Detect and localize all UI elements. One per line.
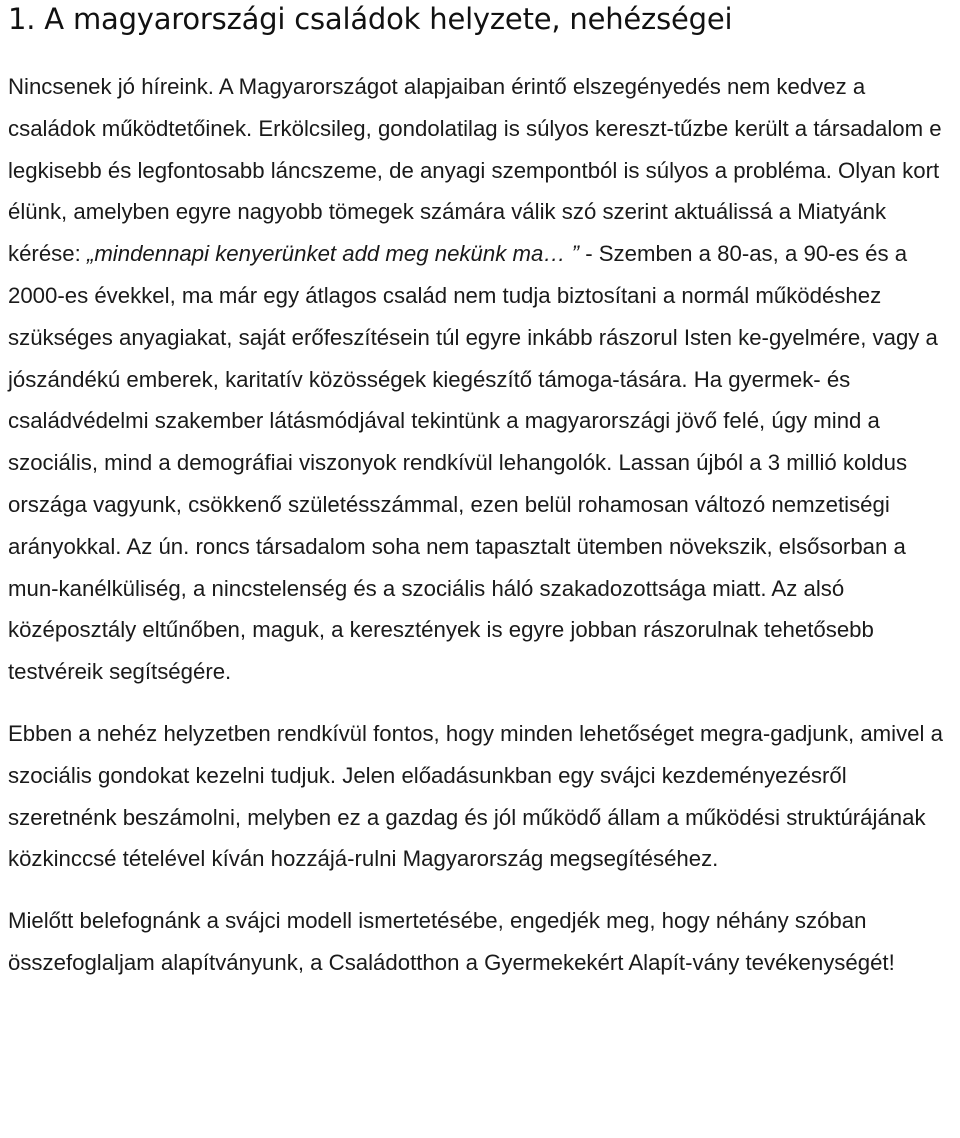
paragraph-foundation: Mielőtt belefognánk a svájci modell ismertetésébe, engedjék meg, hogy néhány szóban összefoglaljam alapítványunk, a Családotthon a Gyermekekért Alapít-vány tevékenységét! (8, 908, 895, 975)
paragraph-intro-text-2: - Szemben a 80-as, a 90-es és a 2000-es évekkel, ma már egy átlagos család nem tudja biztosítani a normál működéshez szükséges anyagiakat, saját erőfeszítésein túl egyre inkább rászorul Isten ke-gyelmére, vagy a jószándékú emberek, karitatív közösségek kiegészítő támoga-tására. Ha gyermek- és családvédelmi szakember látásmódjával tekintünk a magyarországi jövő felé, úgy mind a szociális, mind a demográfiai viszonyok rendkívül lehangolók. Lassan újból a 3 millió koldus országa vagyunk, csökkenő születésszámmal, ezen belül rohamosan változó nemzetiségi arányokkal. Az ún. roncs társadalom soha nem tapasztalt ütemben növekszik, elsősorban a mun-kanélküliség, a nincstelenség és a szociális háló szakadozottsága miatt. Az alsó középosztály eltűnőben, maguk, a keresztények is egyre jobban rászorulnak tehetősebb testvéreik segítségére. (8, 241, 938, 685)
paragraph-intro (8, 66, 952, 693)
paragraph-swiss-initiative: Ebben a nehéz helyzetben rendkívül fontos, hogy minden lehetőséget megra-gadjunk, amivel a szociális gondokat kezelni tudjuk. Jelen előadásunkban egy svájci kezdeményezésről szeretnénk beszámolni, melyben ez a gazdag és jól működő állam a működési struktúrájának közkinccsé tételével kíván hozzájá-rulni Magyarország megsegítéséhez. (8, 720, 943, 872)
section-heading: 1. A magyarországi családok helyzete, nehézségei (8, 2, 733, 36)
lords-prayer-quote: „mindennapi kenyerünket add meg nekünk ma… ” (86, 241, 580, 267)
document-page (8, 0, 952, 984)
paragraph-intro-text-1: Nincsenek jó híreink. A Magyarországot alapjaiban érintő elszegényedés nem kedvez a családok működtetőinek. Erkölcsileg, gondolatilag is súlyos kereszt-tűzbe került a társadalom e legkisebb és legfontosabb láncszeme, de anyagi szempontból is súlyos a probléma. Olyan kort élünk, amelyben egyre nagyobb tömegek számára válik szó szerint aktuálissá a Miatyánk kérése: (8, 74, 942, 267)
